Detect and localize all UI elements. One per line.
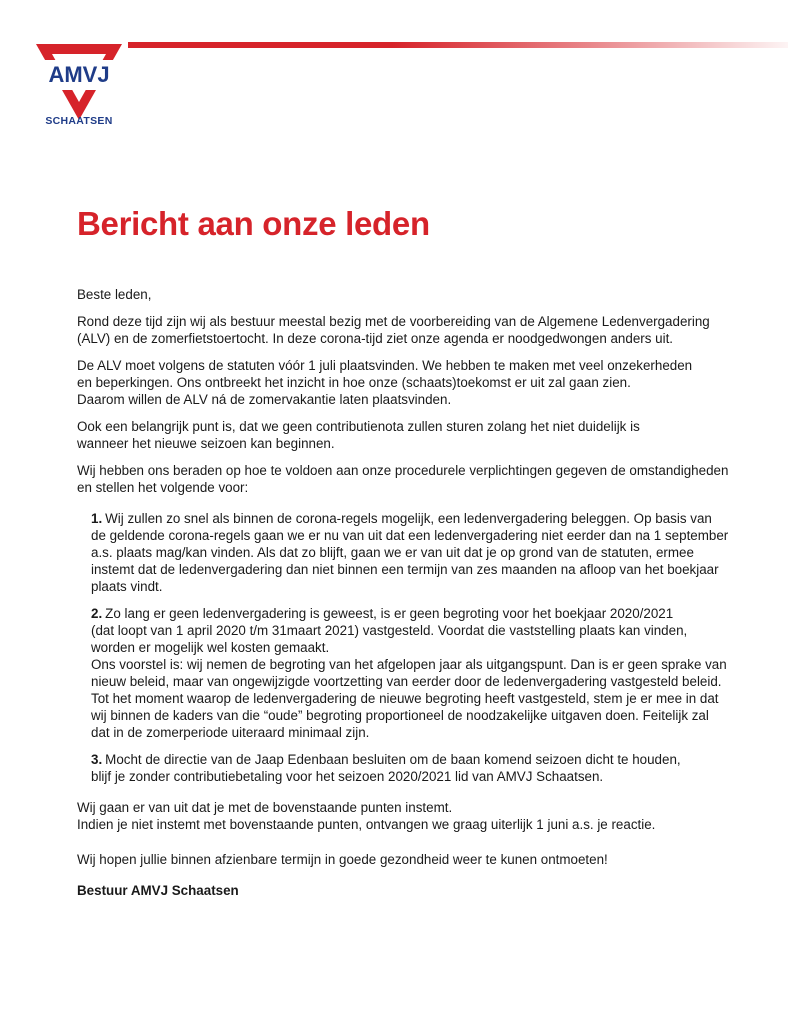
text-line: Wij hopen jullie binnen afzienbare termijn in goede gezondheid weer te kunen ontmoeten! (77, 852, 608, 867)
text-line: instemt dat de ledenvergadering dan niet binnen een termijn van zes maanden na afloop van het boekjaar (91, 562, 719, 577)
paragraph (77, 418, 767, 452)
salutation: Beste leden, (77, 287, 152, 302)
proposal-point (91, 510, 767, 595)
text-line: de geldende corona-regels gaan we er nu van uit dat een ledenvergadering niet eerder dan na 1 september (91, 528, 729, 543)
text-line: Wij zullen zo snel als binnen de corona-regels mogelijk, een ledenvergadering beleggen. Op basis van (105, 511, 712, 526)
text-line: Rond deze tijd zijn wij als bestuur meestal bezig met de voorbereiding van de Algemene Ledenvergadering (77, 314, 710, 329)
text-line: nieuw beleid, maar van ongewijzigde voortzetting van eerder door de ledenvergadering vastgesteld beleid. (91, 674, 722, 689)
paragraph (77, 357, 767, 408)
text-line: Tot het moment waarop de ledenvergadering de nieuwe begroting heeft vastgesteld, stem je er mee in dat (91, 691, 719, 706)
page-title: Bericht aan onze leden (77, 205, 430, 242)
point-number: 1. (91, 511, 103, 526)
text-line: wanneer het nieuwe seizoen kan beginnen. (77, 436, 335, 451)
text-line: wij binnen de kaders van die “oude” begroting proportioneel de noodzakelijke uitgaven doen. Feitelijk zal (91, 708, 709, 723)
text-line: Indien je niet instemt met bovenstaande punten, ontvangen we graag uiterlijk 1 juni a.s. je reactie. (77, 817, 656, 832)
proposal-points (77, 510, 767, 785)
paragraph (77, 462, 767, 496)
signature: Bestuur AMVJ Schaatsen (77, 883, 239, 898)
letter-body (77, 286, 767, 899)
text-line: Daarom willen de ALV ná de zomervakantie laten plaatsvinden. (77, 392, 452, 407)
paragraph (77, 799, 767, 833)
text-line: Wij gaan er van uit dat je met de bovenstaande punten instemt. (77, 800, 453, 815)
proposal-point (91, 605, 767, 741)
text-line: dat in de zomerperiode uiteraard minimaal zijn. (91, 725, 370, 740)
point-number: 2. (91, 606, 103, 621)
text-line: Ook een belangrijk punt is, dat we geen contributienota zullen sturen zolang het niet duidelijk is (77, 419, 640, 434)
text-line: a.s. plaats mag/kan vinden. Als dat zo blijft, gaan we er van uit dat je op grond van de statuten, ermee (91, 545, 694, 560)
text-line: Ons voorstel is: wij nemen de begroting van het afgelopen jaar als uitgangspunt. Dan is er geen sprake van (91, 657, 727, 672)
paragraph (77, 313, 767, 347)
text-line: plaats vindt. (91, 579, 163, 594)
intro-paragraphs (77, 313, 767, 496)
text-line: en beperkingen. Ons ontbreekt het inzicht in hoe onze (schaats)toekomst er uit zal gaan zien. (77, 375, 631, 390)
point-number: 3. (91, 752, 103, 767)
text-line: (ALV) en de zomerfietstoertocht. In deze corona-tijd ziet onze agenda er noodgedwongen anders uit. (77, 331, 674, 346)
header-accent-bar (128, 42, 788, 48)
text-line: (dat loopt van 1 april 2020 t/m 31maart 2021) vastgesteld. Voordat die vaststelling plaats kan vinden, (91, 623, 688, 638)
text-line: Mocht de directie van de Jaap Edenbaan besluiten om de baan komend seizoen dicht te houden, (105, 752, 681, 767)
closing-paragraphs (77, 799, 767, 868)
logo-subtitle: SCHAATSEN (45, 115, 113, 127)
logo-name: AMVJ (48, 62, 110, 87)
text-line: worden er mogelijk wel kosten gemaakt. (91, 640, 330, 655)
text-line: De ALV moet volgens de statuten vóór 1 juli plaatsvinden. We hebben te maken met veel onzekerheden (77, 358, 693, 373)
text-line: Wij hebben ons beraden op hoe te voldoen aan onze procedurele verplichtingen gegeven de omstandigheden (77, 463, 729, 478)
paragraph (77, 851, 767, 868)
text-line: Zo lang er geen ledenvergadering is geweest, is er geen begroting voor het boekjaar 2020/2021 (105, 606, 674, 621)
amvj-logo (34, 42, 124, 132)
text-line: en stellen het volgende voor: (77, 480, 249, 495)
proposal-point (91, 751, 767, 785)
text-line: blijf je zonder contributiebetaling voor het seizoen 2020/2021 lid van AMVJ Schaatsen. (91, 769, 604, 784)
